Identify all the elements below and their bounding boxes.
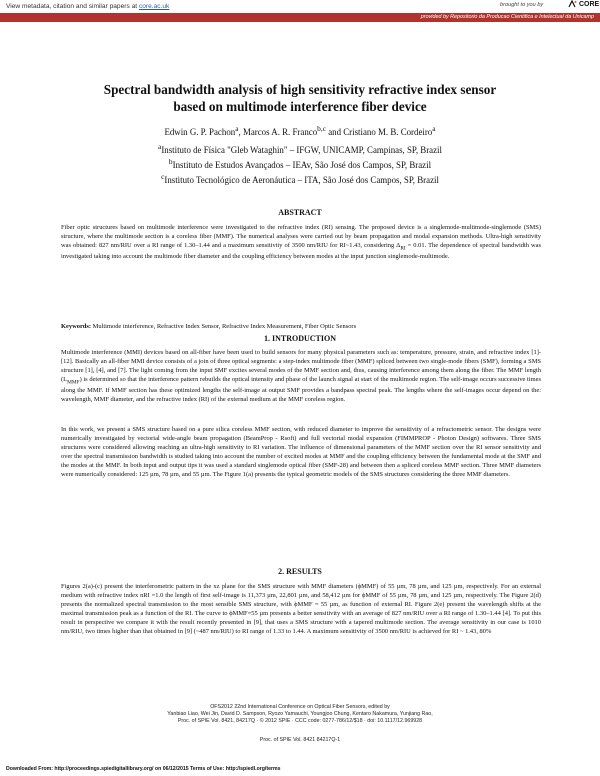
- affil-a-text: Instituto de Física "Gleb Wataghin" – IFGW, UNICAMP, Campinas, SP, Brazil: [161, 144, 442, 155]
- author-separator: ,: [238, 126, 243, 137]
- introduction-paragraph-1: [61, 349, 541, 405]
- introduction-heading: 1. INTRODUCTION: [263, 334, 336, 343]
- intro-p1-subscript: MMF: [67, 379, 80, 385]
- author-1: Edwin G. P. Pachon: [164, 126, 236, 137]
- abstract-body: Fiber optic structures based on multimode interference were investigated to the refractive index (RI) sensing. The proposed device is a singlemode-multimode-singlemode (SMS) structure, where the multimode section is a coreless fiber (MMF). The numerical analyses were carried out by beam propagation and modal expansion methods. Ultra-high sensitivity was obtained: 827 nm/RIU over a RI range of 1.30–1.44 and a maximum sensitivity of 3500 nm/RIU for RI~1.43, considering Δ: [61, 224, 541, 249]
- conference-info: [40, 704, 560, 725]
- author-separator: and: [325, 126, 344, 137]
- author-2-affil: b,c: [317, 124, 326, 133]
- affil-b-text: Instituto de Estudos Avançados – IEAv, São José dos Campos, SP, Brazil: [172, 159, 432, 170]
- provided-by-text[interactable]: provided by Repositorio da Producao Cientifica e Intelectual da Unicamp: [420, 14, 594, 20]
- core-logo-icon: [568, 0, 577, 8]
- conference-line-1: OFS2012 22nd International Conference on Optical Fiber Sensors, edited by: [210, 704, 390, 710]
- author-3-affil: a: [432, 124, 436, 133]
- affil-b-mark: b: [168, 156, 173, 166]
- affil-a-mark: a: [158, 142, 162, 151]
- affil-c-mark: c: [161, 171, 165, 181]
- affiliation-a: [40, 141, 560, 156]
- conference-line-3: Proc. of SPIE Vol. 8421, 84217Q · © 2012 SPIE · CCC code: 0277-786/12/$18 · doi: 10.1117/12.969928: [177, 718, 423, 724]
- affiliation-c: [40, 171, 560, 186]
- results-heading: 2. RESULTS: [278, 567, 322, 576]
- page-number: Proc. of SPIE Vol. 8421 84217Q-1: [259, 737, 341, 743]
- abstract-body-end: = 0.01. The dependence of spectral bandwidth was investigated taking into account the multimode fiber diameter and the coupling efficiency between modes at the input junction singlemode-multimode.: [61, 241, 541, 260]
- core-prefix: View metadata, citation and similar papers at: [6, 3, 138, 10]
- keywords: [61, 323, 541, 330]
- introduction-paragraph-2: In this work, we present a SMS structure based on a pure silica coreless MMF section, with reduced diameter to improve the sensitivity of a refractometric sensor. The designs were numerically investigated by vectorial wide-angle beam propagation (BeamProp - Rsoft) and full vectorial modal expansion (FIMMPROP - Photon Design) softwares. Three SMS structures were considered allowing reaching an ultra-high sensitivity to RI variation. The influence of dimensional parameters of the MMF section over the RI sensor sensitivity and over the spectral transmission bandwidth is studied taking into account the number of excited modes at MMF and the coupling efficiency between the fundamental mode at the SMF and the modes at the MMF. In both input and output tips it was used a standard singlemode optical fiber (SMF-28) and between then a spliced coreless MMF section. Three MMF diameters were numerically considered: 125 µm, 78 µm, and 55 µm. The Figure 1(a) presents the typical geometric models of the SMS structures considering the three MMF diameters.: [61, 426, 541, 478]
- keywords-text: Multimode interference, Refractive Index Sensor, Refractive Index Measurement, Fiber Optic Sensors: [91, 323, 357, 330]
- title-line-1: Spectral bandwidth analysis of high sensitivity refractive index sensor: [103, 82, 497, 97]
- abstract-text: [61, 224, 541, 262]
- intro-p1-part-b: ) is determined so that the interference pattern rebuilds the optical intensity and phase of the launch signal at start of the multimode region. The self-image occurs successive times along the MMF. If MMF section has these optimized lengths the self-image at output SMF provides a bandpass spectral peak. The lengths where the self-images occur depend on the: wavelength, MMF diameter, and the refractive index (RI) of the external medium at the MMF coreless region.: [61, 375, 541, 403]
- intro-p1-part-a: Multimode interference (MMI) devices based on all-fiber have been used to build sensors for many physical parameters such as: temperature, pressure, strain, and refractive index [1]-[12]. Basically an all-fiber MMI device consists of a join of three optical segments: a step-index multimode fiber (MMF) spliced between two single-mode fibers (SMF), forming a SMS structure [1], [4], and [7]. The light coming from the input SMF excites several modes of the MMF section and, thus, causing interference among them along the fiber. The MMF length (L: [61, 349, 541, 383]
- affil-c-text: Instituto Tecnológico de Aeronáutica – ITA, São José dos Campos, SP, Brazil: [164, 174, 439, 185]
- affiliation-b: [40, 156, 560, 171]
- brought-to-you-text: brought to you by: [500, 2, 544, 8]
- abstract-heading: ABSTRACT: [278, 208, 322, 217]
- core-logo-text: CORE: [578, 0, 600, 8]
- author-3: Cristiano M. B. Cordeiro: [343, 126, 433, 137]
- core-link[interactable]: core.ac.uk: [138, 3, 170, 10]
- affiliations: [40, 141, 560, 186]
- download-notice[interactable]: Downloaded From: http://proceedings.spiedigitallibrary.org/ on 06/12/2015 Terms of Use: http://spiedl.org/terms: [6, 766, 281, 772]
- author-2: Marcos A. R. Franco: [242, 126, 318, 137]
- abstract-subscript: RI: [400, 245, 406, 252]
- core-logo[interactable]: [568, 0, 599, 8]
- title-line-2: based on multimode interference fiber device: [173, 98, 427, 114]
- conference-line-2: Yanbiao Liao, Wei Jin, David D. Sampson, Ryozo Yamauchi, Youngjoo Chung, Kentaro Nakamura, Yunjiang Rao,: [167, 711, 433, 717]
- results-paragraph-1: Figures 2(a)-(c) present the interferometric pattern in the xz plane for the SMS structure with MMF diameters (ϕMMF) of 55 µm, 78 µm, and 125 µm, respectively. For an external medium with refractive index nRI =1.0 the length of first self-image is 11,373 µm, 22,801 µm, and 58,412 µm for ϕMMF of 55 µm, 78 µm, and 125 µm, respectively. The Figure 2(d) presents the normalized spectral transmission to the most sensible SMS structure, with ϕMMF = 55 µm, as function of external RI. Figure 2(e) present the wavelength shifts at the maximal transmission peak as a function of the RI. The curve to ϕMMF=55 µm presents a better sensitivity with an average of 827 nm/RIU over a RI range of 1.30–1.44 [4]. To put this result in perspective we compare it with the result recently presented in [9], that uses a SMS structure with a tapered multimode section. The average sensitivity in our case is 1010 nm/RIU, two times higher than that obtained in [9] (~487 nm/RIU) to RI range of 1.33 to 1.44. A maximum sensitivity of 3500 nm/RIU is achieved for RI ~ 1.43, 80%: [61, 583, 541, 635]
- keywords-label: Keywords:: [61, 323, 92, 330]
- paper-title: [40, 82, 560, 115]
- core-metadata-link-text: [6, 3, 169, 10]
- author-list: [40, 124, 560, 137]
- author-1-affil: a: [235, 124, 239, 133]
